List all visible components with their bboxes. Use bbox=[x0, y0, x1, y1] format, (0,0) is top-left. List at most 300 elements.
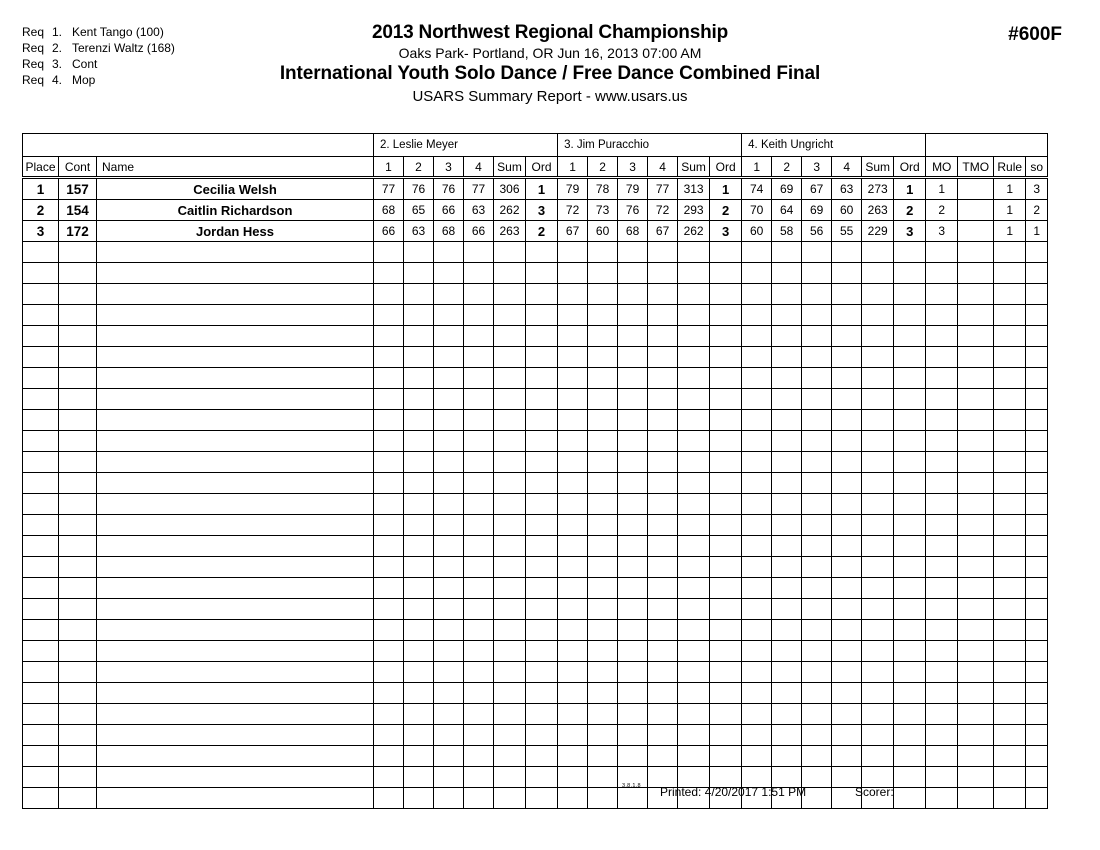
cell-j3-score1[interactable] bbox=[742, 641, 772, 662]
cell-j1-score1[interactable] bbox=[374, 263, 404, 284]
cell-j3-score2[interactable] bbox=[772, 683, 802, 704]
cell-mo[interactable] bbox=[926, 431, 958, 452]
cell-j3-score3[interactable]: 67 bbox=[802, 178, 832, 200]
cell-tmo[interactable] bbox=[958, 473, 994, 494]
cell-cont[interactable] bbox=[59, 347, 97, 368]
cell-j1-score3[interactable] bbox=[434, 284, 464, 305]
cell-j1-score2[interactable] bbox=[404, 494, 434, 515]
cell-j3-score1[interactable] bbox=[742, 494, 772, 515]
cell-j2-sum[interactable] bbox=[678, 410, 710, 431]
cell-j2-sum[interactable] bbox=[678, 662, 710, 683]
cell-so[interactable] bbox=[1026, 662, 1048, 683]
cell-j3-score4[interactable] bbox=[832, 662, 862, 683]
cell-cont[interactable]: 154 bbox=[59, 200, 97, 221]
cell-j1-score3[interactable] bbox=[434, 410, 464, 431]
cell-j1-score1[interactable] bbox=[374, 389, 404, 410]
cell-j1-score4[interactable] bbox=[464, 557, 494, 578]
cell-j1-ord[interactable] bbox=[526, 704, 558, 725]
cell-place[interactable] bbox=[23, 536, 59, 557]
cell-mo[interactable] bbox=[926, 284, 958, 305]
cell-j3-sum[interactable] bbox=[862, 683, 894, 704]
cell-j2-sum[interactable] bbox=[678, 326, 710, 347]
cell-so[interactable] bbox=[1026, 641, 1048, 662]
cell-j1-sum[interactable] bbox=[494, 557, 526, 578]
cell-j2-score4[interactable] bbox=[648, 704, 678, 725]
cell-j2-sum[interactable] bbox=[678, 725, 710, 746]
cell-j1-ord[interactable] bbox=[526, 473, 558, 494]
cell-j3-score1[interactable] bbox=[742, 242, 772, 263]
cell-j3-score2[interactable] bbox=[772, 284, 802, 305]
cell-name[interactable] bbox=[97, 473, 374, 494]
cell-j2-score2[interactable] bbox=[588, 242, 618, 263]
cell-j3-score3[interactable] bbox=[802, 683, 832, 704]
cell-j3-score1[interactable] bbox=[742, 410, 772, 431]
cell-mo[interactable] bbox=[926, 599, 958, 620]
cell-place[interactable] bbox=[23, 788, 59, 809]
cell-tmo[interactable] bbox=[958, 725, 994, 746]
cell-j3-ord[interactable] bbox=[894, 746, 926, 767]
cell-j3-score4[interactable] bbox=[832, 704, 862, 725]
cell-j1-score4[interactable] bbox=[464, 431, 494, 452]
cell-j3-ord[interactable] bbox=[894, 767, 926, 788]
cell-j2-score4[interactable] bbox=[648, 620, 678, 641]
cell-j1-score3[interactable] bbox=[434, 347, 464, 368]
cell-cont[interactable] bbox=[59, 284, 97, 305]
cell-j2-score2[interactable] bbox=[588, 368, 618, 389]
cell-j3-ord[interactable] bbox=[894, 536, 926, 557]
cell-j3-sum[interactable] bbox=[862, 284, 894, 305]
cell-j1-score2[interactable] bbox=[404, 725, 434, 746]
cell-j2-score1[interactable] bbox=[558, 536, 588, 557]
cell-j1-score4[interactable] bbox=[464, 704, 494, 725]
cell-name[interactable] bbox=[97, 662, 374, 683]
cell-so[interactable] bbox=[1026, 410, 1048, 431]
cell-j2-score3[interactable] bbox=[618, 788, 648, 809]
cell-j3-sum[interactable] bbox=[862, 389, 894, 410]
cell-j3-score3[interactable] bbox=[802, 557, 832, 578]
cell-j2-score3[interactable] bbox=[618, 473, 648, 494]
cell-j3-score1[interactable] bbox=[742, 662, 772, 683]
cell-name[interactable] bbox=[97, 578, 374, 599]
cell-j2-score3[interactable] bbox=[618, 242, 648, 263]
cell-j3-sum[interactable]: 229 bbox=[862, 221, 894, 242]
cell-j1-score4[interactable] bbox=[464, 473, 494, 494]
cell-rule[interactable] bbox=[994, 641, 1026, 662]
cell-mo[interactable] bbox=[926, 515, 958, 536]
cell-name[interactable] bbox=[97, 746, 374, 767]
cell-j2-sum[interactable] bbox=[678, 620, 710, 641]
cell-rule[interactable] bbox=[994, 788, 1026, 809]
cell-j1-score4[interactable] bbox=[464, 263, 494, 284]
cell-j1-score2[interactable] bbox=[404, 515, 434, 536]
cell-name[interactable] bbox=[97, 284, 374, 305]
cell-j1-score4[interactable]: 63 bbox=[464, 200, 494, 221]
cell-j1-score3[interactable] bbox=[434, 704, 464, 725]
cell-j3-score1[interactable] bbox=[742, 578, 772, 599]
cell-j3-ord[interactable] bbox=[894, 263, 926, 284]
cell-j1-score1[interactable] bbox=[374, 242, 404, 263]
cell-j3-score2[interactable] bbox=[772, 305, 802, 326]
cell-j3-sum[interactable] bbox=[862, 410, 894, 431]
cell-j3-score1[interactable] bbox=[742, 326, 772, 347]
cell-j2-score2[interactable] bbox=[588, 347, 618, 368]
cell-j2-score4[interactable] bbox=[648, 515, 678, 536]
cell-so[interactable] bbox=[1026, 746, 1048, 767]
cell-place[interactable]: 1 bbox=[23, 178, 59, 200]
cell-j3-score3[interactable] bbox=[802, 515, 832, 536]
cell-rule[interactable] bbox=[994, 263, 1026, 284]
cell-j1-score2[interactable] bbox=[404, 431, 434, 452]
cell-j3-sum[interactable] bbox=[862, 746, 894, 767]
cell-rule[interactable] bbox=[994, 704, 1026, 725]
cell-j2-sum[interactable] bbox=[678, 473, 710, 494]
cell-j3-sum[interactable] bbox=[862, 620, 894, 641]
cell-j2-score3[interactable] bbox=[618, 662, 648, 683]
cell-j2-score4[interactable] bbox=[648, 536, 678, 557]
cell-j3-ord[interactable] bbox=[894, 620, 926, 641]
cell-j1-score1[interactable] bbox=[374, 620, 404, 641]
cell-j1-ord[interactable]: 3 bbox=[526, 200, 558, 221]
cell-so[interactable] bbox=[1026, 347, 1048, 368]
cell-j2-score3[interactable] bbox=[618, 620, 648, 641]
cell-j1-score3[interactable] bbox=[434, 452, 464, 473]
cell-tmo[interactable] bbox=[958, 263, 994, 284]
cell-so[interactable] bbox=[1026, 683, 1048, 704]
cell-tmo[interactable] bbox=[958, 410, 994, 431]
cell-j2-sum[interactable] bbox=[678, 284, 710, 305]
cell-j3-ord[interactable] bbox=[894, 557, 926, 578]
cell-so[interactable] bbox=[1026, 284, 1048, 305]
cell-j2-score2[interactable] bbox=[588, 641, 618, 662]
cell-j3-score1[interactable] bbox=[742, 536, 772, 557]
cell-j1-score1[interactable] bbox=[374, 557, 404, 578]
cell-j1-score2[interactable] bbox=[404, 263, 434, 284]
cell-j3-score3[interactable] bbox=[802, 368, 832, 389]
cell-tmo[interactable] bbox=[958, 515, 994, 536]
cell-j2-sum[interactable]: 313 bbox=[678, 178, 710, 200]
cell-j2-score2[interactable] bbox=[588, 431, 618, 452]
cell-j1-sum[interactable] bbox=[494, 242, 526, 263]
cell-j3-ord[interactable] bbox=[894, 326, 926, 347]
cell-j2-ord[interactable] bbox=[710, 347, 742, 368]
cell-j2-score3[interactable]: 68 bbox=[618, 221, 648, 242]
cell-j1-score2[interactable] bbox=[404, 242, 434, 263]
cell-so[interactable] bbox=[1026, 305, 1048, 326]
cell-j2-ord[interactable] bbox=[710, 410, 742, 431]
cell-j3-score2[interactable] bbox=[772, 578, 802, 599]
cell-j3-score4[interactable] bbox=[832, 431, 862, 452]
cell-j2-score2[interactable] bbox=[588, 557, 618, 578]
cell-j1-score1[interactable] bbox=[374, 767, 404, 788]
cell-j2-ord[interactable] bbox=[710, 263, 742, 284]
cell-j3-score3[interactable] bbox=[802, 767, 832, 788]
cell-j3-score1[interactable] bbox=[742, 704, 772, 725]
cell-tmo[interactable] bbox=[958, 746, 994, 767]
cell-cont[interactable] bbox=[59, 662, 97, 683]
cell-rule[interactable]: 1 bbox=[994, 200, 1026, 221]
cell-j2-score4[interactable] bbox=[648, 683, 678, 704]
cell-j3-score2[interactable] bbox=[772, 452, 802, 473]
cell-j1-ord[interactable]: 1 bbox=[526, 178, 558, 200]
cell-j1-score3[interactable] bbox=[434, 263, 464, 284]
cell-j3-ord[interactable]: 1 bbox=[894, 178, 926, 200]
cell-j3-score4[interactable] bbox=[832, 725, 862, 746]
cell-cont[interactable]: 172 bbox=[59, 221, 97, 242]
cell-j1-score4[interactable]: 77 bbox=[464, 178, 494, 200]
cell-cont[interactable] bbox=[59, 620, 97, 641]
cell-j2-sum[interactable]: 293 bbox=[678, 200, 710, 221]
cell-j1-sum[interactable] bbox=[494, 347, 526, 368]
cell-j3-ord[interactable] bbox=[894, 284, 926, 305]
cell-j1-score1[interactable] bbox=[374, 326, 404, 347]
cell-j2-score2[interactable] bbox=[588, 788, 618, 809]
cell-j1-sum[interactable] bbox=[494, 410, 526, 431]
cell-j1-ord[interactable] bbox=[526, 452, 558, 473]
cell-tmo[interactable] bbox=[958, 578, 994, 599]
cell-cont[interactable] bbox=[59, 473, 97, 494]
cell-j3-score2[interactable] bbox=[772, 473, 802, 494]
cell-j2-score4[interactable]: 67 bbox=[648, 221, 678, 242]
cell-j2-score3[interactable] bbox=[618, 305, 648, 326]
cell-name[interactable] bbox=[97, 347, 374, 368]
cell-name[interactable] bbox=[97, 326, 374, 347]
cell-mo[interactable] bbox=[926, 683, 958, 704]
cell-j1-score2[interactable] bbox=[404, 704, 434, 725]
cell-place[interactable] bbox=[23, 284, 59, 305]
cell-rule[interactable]: 1 bbox=[994, 221, 1026, 242]
cell-j2-sum[interactable] bbox=[678, 368, 710, 389]
cell-j1-score2[interactable] bbox=[404, 284, 434, 305]
cell-j1-score1[interactable] bbox=[374, 536, 404, 557]
cell-j3-score4[interactable] bbox=[832, 641, 862, 662]
cell-j1-score3[interactable] bbox=[434, 431, 464, 452]
cell-so[interactable]: 2 bbox=[1026, 200, 1048, 221]
cell-place[interactable] bbox=[23, 641, 59, 662]
cell-j1-score3[interactable] bbox=[434, 683, 464, 704]
cell-j1-score2[interactable] bbox=[404, 662, 434, 683]
cell-so[interactable] bbox=[1026, 620, 1048, 641]
cell-j1-score3[interactable]: 76 bbox=[434, 178, 464, 200]
cell-j3-sum[interactable] bbox=[862, 347, 894, 368]
cell-name[interactable] bbox=[97, 683, 374, 704]
cell-j2-ord[interactable] bbox=[710, 620, 742, 641]
cell-j3-score1[interactable] bbox=[742, 389, 772, 410]
cell-j1-score2[interactable] bbox=[404, 452, 434, 473]
cell-place[interactable] bbox=[23, 389, 59, 410]
cell-cont[interactable] bbox=[59, 305, 97, 326]
cell-j1-score4[interactable] bbox=[464, 788, 494, 809]
cell-j2-score2[interactable] bbox=[588, 494, 618, 515]
cell-name[interactable]: Caitlin Richardson bbox=[97, 200, 374, 221]
cell-j3-score4[interactable] bbox=[832, 410, 862, 431]
cell-j3-score1[interactable]: 70 bbox=[742, 200, 772, 221]
cell-j1-score3[interactable]: 66 bbox=[434, 200, 464, 221]
cell-rule[interactable] bbox=[994, 347, 1026, 368]
cell-j3-score2[interactable] bbox=[772, 599, 802, 620]
cell-j1-score3[interactable] bbox=[434, 788, 464, 809]
cell-j2-score1[interactable] bbox=[558, 242, 588, 263]
cell-j2-score3[interactable] bbox=[618, 746, 648, 767]
cell-rule[interactable] bbox=[994, 557, 1026, 578]
cell-j3-score2[interactable] bbox=[772, 641, 802, 662]
cell-mo[interactable] bbox=[926, 788, 958, 809]
cell-j3-score3[interactable] bbox=[802, 410, 832, 431]
cell-j3-score1[interactable]: 60 bbox=[742, 221, 772, 242]
cell-j1-score3[interactable] bbox=[434, 326, 464, 347]
cell-j2-score4[interactable] bbox=[648, 557, 678, 578]
cell-so[interactable] bbox=[1026, 788, 1048, 809]
cell-j3-sum[interactable] bbox=[862, 242, 894, 263]
cell-j1-ord[interactable] bbox=[526, 368, 558, 389]
cell-name[interactable] bbox=[97, 767, 374, 788]
cell-rule[interactable] bbox=[994, 473, 1026, 494]
cell-rule[interactable] bbox=[994, 242, 1026, 263]
cell-j1-score4[interactable] bbox=[464, 515, 494, 536]
cell-j1-score4[interactable] bbox=[464, 578, 494, 599]
cell-j2-score4[interactable] bbox=[648, 494, 678, 515]
cell-j2-score4[interactable] bbox=[648, 746, 678, 767]
cell-j1-ord[interactable]: 2 bbox=[526, 221, 558, 242]
cell-j1-score1[interactable] bbox=[374, 662, 404, 683]
cell-name[interactable] bbox=[97, 263, 374, 284]
cell-j1-score4[interactable] bbox=[464, 641, 494, 662]
cell-j3-score3[interactable] bbox=[802, 536, 832, 557]
cell-rule[interactable] bbox=[994, 410, 1026, 431]
cell-j2-score1[interactable] bbox=[558, 599, 588, 620]
cell-j1-score2[interactable] bbox=[404, 578, 434, 599]
cell-mo[interactable] bbox=[926, 263, 958, 284]
cell-j3-ord[interactable] bbox=[894, 662, 926, 683]
cell-j1-score1[interactable] bbox=[374, 473, 404, 494]
cell-rule[interactable] bbox=[994, 578, 1026, 599]
cell-j3-sum[interactable] bbox=[862, 641, 894, 662]
cell-j1-score1[interactable] bbox=[374, 284, 404, 305]
cell-j1-score3[interactable]: 68 bbox=[434, 221, 464, 242]
cell-j3-sum[interactable] bbox=[862, 452, 894, 473]
cell-j1-ord[interactable] bbox=[526, 599, 558, 620]
cell-j2-sum[interactable] bbox=[678, 242, 710, 263]
cell-j2-ord[interactable] bbox=[710, 452, 742, 473]
cell-j2-ord[interactable] bbox=[710, 515, 742, 536]
cell-rule[interactable] bbox=[994, 389, 1026, 410]
cell-j2-score3[interactable] bbox=[618, 410, 648, 431]
cell-tmo[interactable] bbox=[958, 305, 994, 326]
cell-rule[interactable] bbox=[994, 452, 1026, 473]
cell-j1-sum[interactable] bbox=[494, 767, 526, 788]
cell-place[interactable] bbox=[23, 242, 59, 263]
cell-j2-ord[interactable]: 1 bbox=[710, 178, 742, 200]
cell-j1-score1[interactable] bbox=[374, 641, 404, 662]
cell-j1-score1[interactable] bbox=[374, 725, 404, 746]
cell-j3-score2[interactable] bbox=[772, 494, 802, 515]
cell-j3-score2[interactable] bbox=[772, 620, 802, 641]
cell-place[interactable] bbox=[23, 326, 59, 347]
cell-place[interactable] bbox=[23, 767, 59, 788]
cell-j2-score1[interactable] bbox=[558, 368, 588, 389]
cell-j3-ord[interactable] bbox=[894, 368, 926, 389]
cell-so[interactable] bbox=[1026, 725, 1048, 746]
cell-j1-sum[interactable] bbox=[494, 683, 526, 704]
cell-j3-score1[interactable] bbox=[742, 725, 772, 746]
cell-j1-score4[interactable] bbox=[464, 494, 494, 515]
cell-j3-sum[interactable] bbox=[862, 326, 894, 347]
cell-j1-ord[interactable] bbox=[526, 242, 558, 263]
cell-j3-score1[interactable] bbox=[742, 284, 772, 305]
cell-j2-score2[interactable] bbox=[588, 452, 618, 473]
cell-j3-score1[interactable] bbox=[742, 368, 772, 389]
cell-tmo[interactable] bbox=[958, 641, 994, 662]
cell-j1-sum[interactable] bbox=[494, 620, 526, 641]
cell-j1-score4[interactable] bbox=[464, 368, 494, 389]
cell-place[interactable] bbox=[23, 431, 59, 452]
cell-j3-ord[interactable] bbox=[894, 494, 926, 515]
cell-j2-score4[interactable] bbox=[648, 473, 678, 494]
cell-place[interactable] bbox=[23, 704, 59, 725]
cell-j2-score2[interactable] bbox=[588, 515, 618, 536]
cell-mo[interactable]: 3 bbox=[926, 221, 958, 242]
cell-j2-sum[interactable] bbox=[678, 746, 710, 767]
cell-so[interactable] bbox=[1026, 494, 1048, 515]
cell-j1-ord[interactable] bbox=[526, 284, 558, 305]
cell-j3-score3[interactable] bbox=[802, 641, 832, 662]
cell-j3-score1[interactable] bbox=[742, 620, 772, 641]
cell-j1-score2[interactable] bbox=[404, 557, 434, 578]
cell-j1-score1[interactable] bbox=[374, 788, 404, 809]
cell-j3-sum[interactable] bbox=[862, 662, 894, 683]
cell-j1-sum[interactable] bbox=[494, 368, 526, 389]
cell-j3-score3[interactable] bbox=[802, 347, 832, 368]
cell-mo[interactable] bbox=[926, 347, 958, 368]
cell-j3-score4[interactable] bbox=[832, 746, 862, 767]
cell-j1-score2[interactable] bbox=[404, 536, 434, 557]
cell-j3-score2[interactable]: 69 bbox=[772, 178, 802, 200]
cell-j2-ord[interactable] bbox=[710, 599, 742, 620]
cell-j3-sum[interactable] bbox=[862, 473, 894, 494]
cell-j2-score1[interactable] bbox=[558, 284, 588, 305]
cell-j1-score2[interactable]: 76 bbox=[404, 178, 434, 200]
cell-j3-score4[interactable] bbox=[832, 452, 862, 473]
cell-j1-score3[interactable] bbox=[434, 536, 464, 557]
cell-place[interactable] bbox=[23, 746, 59, 767]
cell-j2-score3[interactable] bbox=[618, 389, 648, 410]
cell-j2-sum[interactable]: 262 bbox=[678, 221, 710, 242]
cell-j2-score2[interactable] bbox=[588, 578, 618, 599]
cell-j1-score1[interactable] bbox=[374, 368, 404, 389]
cell-rule[interactable] bbox=[994, 662, 1026, 683]
cell-tmo[interactable] bbox=[958, 326, 994, 347]
cell-j2-sum[interactable] bbox=[678, 389, 710, 410]
cell-mo[interactable] bbox=[926, 452, 958, 473]
cell-j2-score3[interactable] bbox=[618, 347, 648, 368]
cell-j1-ord[interactable] bbox=[526, 683, 558, 704]
cell-mo[interactable] bbox=[926, 410, 958, 431]
cell-j2-score4[interactable]: 77 bbox=[648, 178, 678, 200]
cell-j2-score1[interactable] bbox=[558, 767, 588, 788]
cell-j3-ord[interactable] bbox=[894, 683, 926, 704]
cell-name[interactable] bbox=[97, 536, 374, 557]
cell-j3-score2[interactable] bbox=[772, 326, 802, 347]
cell-j1-score1[interactable]: 77 bbox=[374, 178, 404, 200]
cell-rule[interactable] bbox=[994, 431, 1026, 452]
cell-cont[interactable] bbox=[59, 410, 97, 431]
cell-so[interactable] bbox=[1026, 326, 1048, 347]
cell-j1-score1[interactable]: 68 bbox=[374, 200, 404, 221]
cell-j3-sum[interactable] bbox=[862, 494, 894, 515]
cell-j2-sum[interactable] bbox=[678, 536, 710, 557]
cell-j3-score2[interactable] bbox=[772, 704, 802, 725]
cell-j3-score3[interactable] bbox=[802, 473, 832, 494]
cell-name[interactable]: Jordan Hess bbox=[97, 221, 374, 242]
